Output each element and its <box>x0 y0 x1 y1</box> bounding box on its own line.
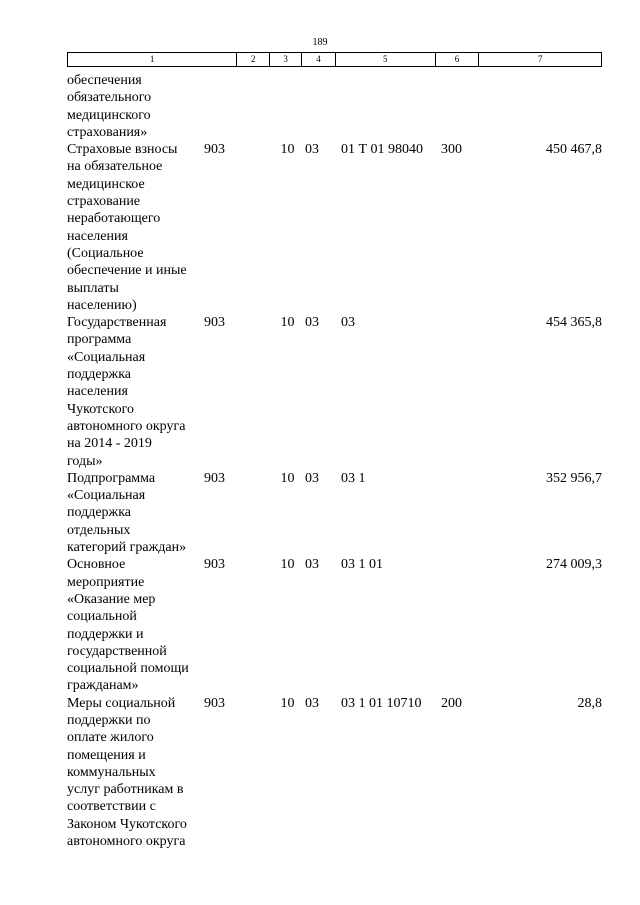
name-line: поддержка <box>67 505 132 521</box>
name-line: населению) <box>67 297 137 313</box>
name-line: программа <box>67 332 132 348</box>
name-line: выплаты <box>67 280 119 296</box>
name-line: неработающего <box>67 211 161 227</box>
name-line: на 2014 - 2019 <box>67 436 152 452</box>
name-line: отдельных <box>67 522 131 538</box>
column-header-4: 4 <box>302 53 336 66</box>
table-row <box>67 72 602 141</box>
cell-c6: 300 <box>441 142 462 158</box>
name-line: Чукотского <box>67 401 134 417</box>
name-line: Основное <box>67 557 126 573</box>
name-line: (Социальное <box>67 245 144 261</box>
row-name-cell <box>67 695 202 851</box>
table-body <box>67 72 602 850</box>
column-header-6: 6 <box>436 53 480 66</box>
cell-c7: 28,8 <box>577 695 602 711</box>
name-line: Меры социальной <box>67 695 176 711</box>
name-line: «Оказание мер <box>67 591 156 607</box>
name-line: обязательного <box>67 90 152 106</box>
cell-c4: 03 <box>305 695 319 711</box>
name-line: Страховые взносы <box>67 142 178 158</box>
name-line: медицинское <box>67 176 145 192</box>
name-line: автономного округа <box>67 834 186 850</box>
cell-c4: 03 <box>305 557 319 573</box>
name-line: страхования» <box>67 124 148 140</box>
name-line: Подпрограмма <box>67 470 156 486</box>
name-line: поддержка <box>67 367 132 383</box>
name-line: населения <box>67 228 128 244</box>
name-line: помещения и <box>67 747 146 763</box>
name-line: государственной <box>67 643 167 659</box>
column-header-2: 2 <box>237 53 270 66</box>
cell-c3: 10 <box>280 470 295 486</box>
name-line: социальной <box>67 609 137 625</box>
cell-c2: 903 <box>204 470 225 486</box>
name-line: медицинского <box>67 107 151 123</box>
cell-c6 <box>441 556 485 694</box>
name-line: годы» <box>67 453 103 469</box>
cell-c6 <box>441 314 485 470</box>
name-line: обеспечение и иные <box>67 263 187 279</box>
name-line: мероприятие <box>67 574 145 590</box>
column-header-3: 3 <box>270 53 302 66</box>
row-name-cell <box>67 556 202 694</box>
row-name-cell <box>67 314 202 470</box>
cell-c2 <box>202 72 272 141</box>
cell-c3 <box>272 72 303 141</box>
cell-c4: 03 <box>305 315 319 331</box>
name-line: «Социальная <box>67 349 146 365</box>
name-line: поддержки по <box>67 712 151 728</box>
name-line: социальной помощи <box>67 661 189 677</box>
column-header-row <box>67 52 602 67</box>
name-line: автономного округа <box>67 418 186 434</box>
cell-c2: 903 <box>204 695 225 711</box>
name-line: поддержки и <box>67 626 144 642</box>
row-name-cell <box>67 470 202 556</box>
column-header-1: 1 <box>68 53 237 66</box>
page-number: 189 <box>312 37 328 48</box>
cell-c7: 454 365,8 <box>546 315 602 331</box>
name-line: населения <box>67 384 128 400</box>
name-line: категорий граждан» <box>67 540 187 556</box>
table-row <box>67 314 602 470</box>
name-line: страхование <box>67 194 141 210</box>
cell-c5: 03 1 <box>341 470 366 486</box>
row-name-cell <box>67 141 202 314</box>
cell-c5: 03 1 01 10710 <box>341 695 422 711</box>
name-line: соответствии с <box>67 799 156 815</box>
cell-c2: 903 <box>204 142 225 158</box>
cell-c6 <box>441 72 485 141</box>
name-line: оплате жилого <box>67 730 154 746</box>
cell-c4 <box>303 72 341 141</box>
cell-c7: 274 009,3 <box>546 557 602 573</box>
name-line: Законом Чукотского <box>67 816 187 832</box>
cell-c6: 200 <box>441 695 462 711</box>
cell-c2: 903 <box>204 315 225 331</box>
column-header-7: 7 <box>537 54 543 64</box>
table-row <box>67 695 602 851</box>
name-line: коммунальных <box>67 764 156 780</box>
name-line: на обязательное <box>67 159 163 175</box>
cell-c2: 903 <box>204 557 225 573</box>
cell-c3: 10 <box>280 142 295 158</box>
cell-c4: 03 <box>305 470 319 486</box>
table-row <box>67 556 602 694</box>
cell-c6 <box>441 470 485 556</box>
table-row <box>67 141 602 314</box>
cell-c5: 03 1 01 <box>341 557 383 573</box>
name-line: гражданам» <box>67 678 139 694</box>
name-line: Государственная <box>67 315 167 331</box>
cell-c7 <box>485 72 602 141</box>
cell-c5: 03 <box>341 315 355 331</box>
cell-c3: 10 <box>280 557 295 573</box>
cell-c4: 03 <box>305 142 319 158</box>
cell-c7: 352 956,7 <box>546 470 602 486</box>
cell-c5: 01 Т 01 98040 <box>341 142 424 158</box>
name-line: услуг работникам в <box>67 782 184 798</box>
column-header-5: 5 <box>336 53 436 66</box>
cell-c5 <box>341 72 441 141</box>
cell-c3: 10 <box>280 695 295 711</box>
cell-c3: 10 <box>280 315 295 331</box>
table-row <box>67 470 602 556</box>
name-line: «Социальная <box>67 488 146 504</box>
cell-c7: 450 467,8 <box>546 142 602 158</box>
name-line: обеспечения <box>67 73 142 88</box>
row-name-cell <box>67 72 202 141</box>
